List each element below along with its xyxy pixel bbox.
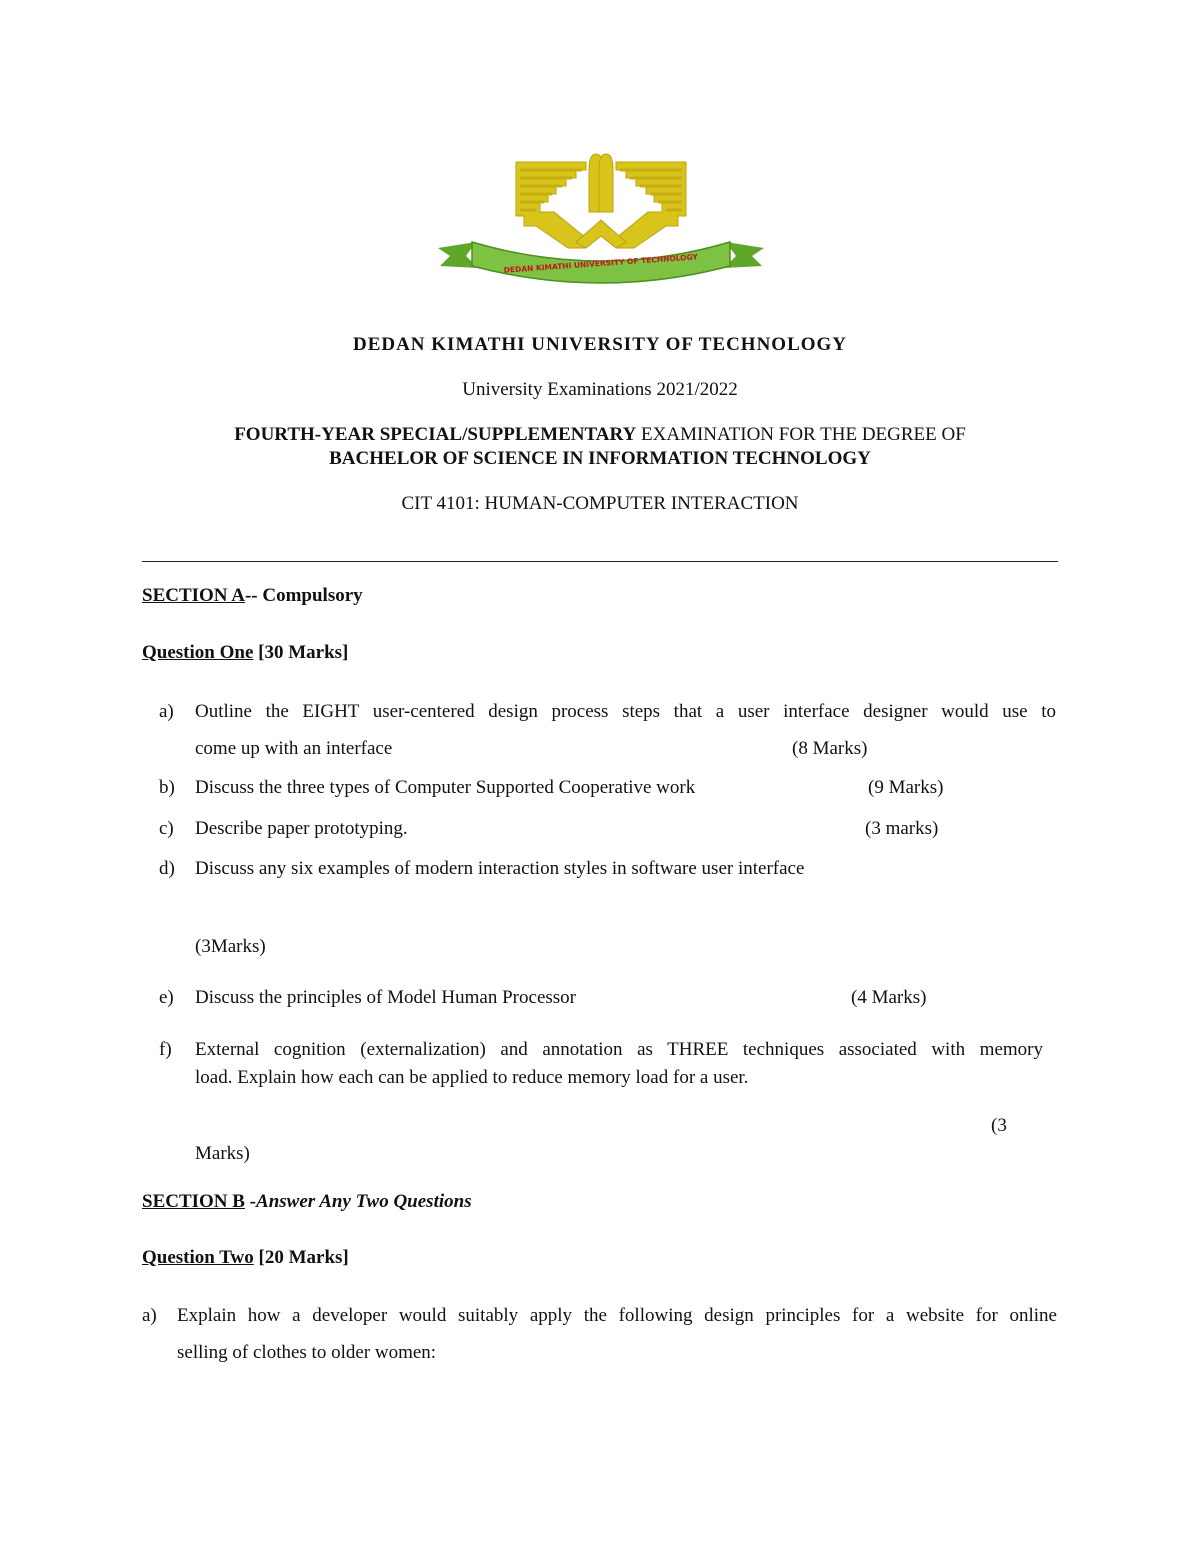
course-title: CIT 4101: HUMAN-COMPUTER INTERACTION <box>401 493 799 514</box>
question-text: External cognition (externalization) and annotation as THREE techniques associated with memory <box>195 1039 1043 1060</box>
question-text: selling of clothes to older women: <box>177 1342 437 1363</box>
logo-emblem <box>516 154 686 248</box>
question-two-marks: [20 Marks] <box>253 1247 349 1268</box>
exam-type-rest: EXAMINATION FOR THE DEGREE OF <box>636 424 966 445</box>
question-text: come up with an interface <box>195 738 393 759</box>
header-divider <box>142 561 1058 562</box>
question-marks: (3 marks) <box>865 818 939 839</box>
item-letter: b) <box>159 777 175 798</box>
question-text: Explain how a developer would suitably apply the following design principles for a website for online <box>177 1305 1057 1326</box>
question-marks: (9 Marks) <box>868 777 944 798</box>
item-letter: d) <box>159 858 175 879</box>
question-marks: Marks) <box>195 1143 250 1164</box>
item-letter: e) <box>159 987 174 1008</box>
question-two-heading <box>142 1247 349 1269</box>
section-a-heading <box>142 585 363 607</box>
question-text: Discuss the three types of Computer Supported Cooperative work <box>195 777 696 798</box>
question-text: Discuss any six examples of modern interaction styles in software user interface <box>195 858 805 879</box>
question-text: Discuss the principles of Model Human Processor <box>195 987 576 1008</box>
question-text: load. Explain how each can be applied to reduce memory load for a user. <box>195 1067 749 1088</box>
question-one-marks: [30 Marks] <box>253 642 349 663</box>
question-marks: (3Marks) <box>195 936 266 957</box>
section-b-label: SECTION B <box>142 1191 245 1212</box>
university-name: DEDAN KIMATHI UNIVERSITY OF TECHNOLOGY <box>352 334 848 355</box>
section-a-note: -- Compulsory <box>244 585 363 606</box>
section-b-heading <box>142 1191 472 1213</box>
section-a-label: SECTION A <box>142 585 245 606</box>
question-two-label: Question Two <box>142 1247 254 1268</box>
item-letter: a) <box>142 1305 157 1326</box>
item-letter: f) <box>159 1039 172 1060</box>
logo-ribbon-text: DEDAN KIMATHI UNIVERSITY OF TECHNOLOGY <box>503 252 699 275</box>
question-text: Outline the EIGHT user-centered design process steps that a user interface designer would use to <box>195 701 1056 722</box>
exam-type <box>0 424 1200 446</box>
item-letter: a) <box>159 701 174 722</box>
item-letter: c) <box>159 818 174 839</box>
question-one-heading <box>142 642 348 664</box>
exam-type-bold: FOURTH-YEAR SPECIAL/SUPPLEMENTARY <box>234 424 637 445</box>
question-marks: (3 <box>991 1115 1007 1136</box>
exam-year: University Examinations 2021/2022 <box>462 379 738 400</box>
question-marks: (8 Marks) <box>792 738 868 759</box>
logo-ribbon <box>438 242 764 283</box>
university-logo <box>436 150 766 285</box>
section-b-note: -Answer Any Two Questions <box>244 1191 472 1212</box>
question-marks: (4 Marks) <box>851 987 927 1008</box>
degree-title: BACHELOR OF SCIENCE IN INFORMATION TECHNOLOGY <box>329 448 871 469</box>
question-one-label: Question One <box>142 642 254 663</box>
question-text: Describe paper prototyping. <box>195 818 408 839</box>
